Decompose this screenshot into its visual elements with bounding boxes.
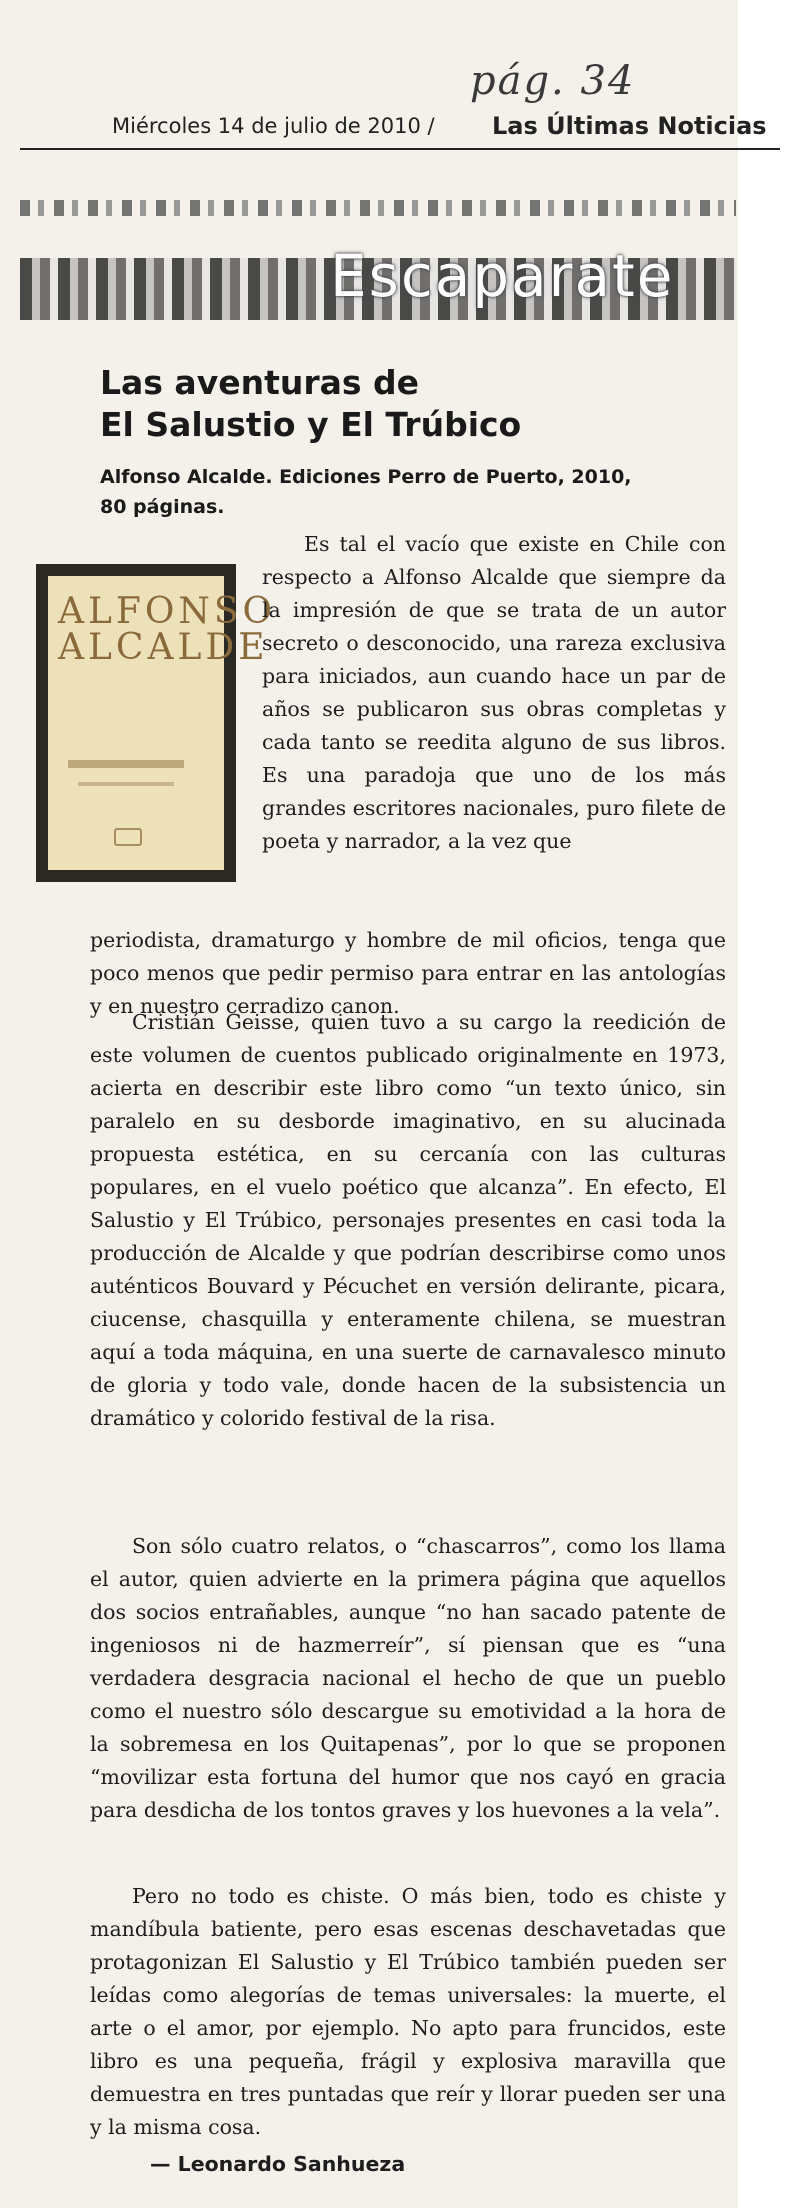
- article-paragraph-intro: Es tal el vacío que existe en Chile con respecto a Alfonso Alcalde que siempre da la impresión de que se trata de un autor secreto o desconocido, una rareza exclusiva para iniciados, aun cuando hace un par de años se publicaron sus obras completas y cada tanto se reedita alguno de sus libros. Es una paradoja que uno de los más grandes escritores nacionales, puro filete de poeta y narrador, a la vez que: [262, 532, 726, 853]
- section-title: Escaparate: [330, 242, 675, 310]
- article-book-details: [100, 462, 720, 522]
- book-cover-author: ALFONSO ALCALDE: [58, 591, 277, 668]
- book-cover-image: [36, 564, 277, 882]
- article-title: [100, 362, 720, 446]
- book-details-line: Alfonso Alcalde. Ediciones Perro de Puerto, 2010,: [100, 466, 632, 488]
- article-paragraph: Cristián Geisse, quien tuvo a su cargo la reedición de este volumen de cuentos publicado originalmente en 1973, acierta en describir este libro como “un texto único, sin paralelo en su desborde imaginativo, en su alucinada propuesta estética, en su cercanía con las culturas populares, en el vuelo poético que alcanza”. En efecto, El Salustio y El Trúbico, personajes presentes en casi toda la producción de Alcalde y que podrían describirse como unos auténticos Bouvard y Pécuchet en versión delirante, picara, ciucense, chasquilla y enteramente chilena, se muestran aquí a toda máquina, en una suerte de carnavalesco minuto de gloria y todo vale, donde hacen de la subsistencia un dramático y colorido festival de la risa.: [90, 1010, 726, 1430]
- newspaper-name: Las Últimas Noticias: [492, 112, 767, 140]
- article-paragraph-continued: periodista, dramaturgo y hombre de mil oficios, tenga que poco menos que pedir permiso para entrar en las antologías y en nuestro cerradizo canon.: [90, 928, 726, 1018]
- article-title-line: El Salustio y El Trúbico: [100, 405, 522, 444]
- article-title-line: Las aventuras de: [100, 363, 420, 402]
- article-paragraph: Pero no todo es chiste. O más bien, todo es chiste y mandíbula batiente, pero esas escenas deschavetadas que protagonizan El Salustio y El Trúbico también pueden ser leídas como alegorías de temas universales: la muerte, el arte o el amor, por ejemplo. No apto para fruncidos, este libro es una pequeña, frágil y explosiva maravilla que demuestra en tres puntadas que reír y llorar pueden ser una y la misma cosa.: [90, 1884, 726, 2139]
- header-date: Miércoles 14 de julio de 2010 /: [112, 114, 435, 138]
- book-cover-bar: [68, 760, 184, 768]
- article-signature: — Leonardo Sanhueza: [150, 2152, 406, 2176]
- publisher-logo-icon: [114, 828, 142, 846]
- article-paragraph: Son sólo cuatro relatos, o “chascarros”, como los llama el autor, quien advierte en la primera página que aquellos dos socios entrañables, aunque “no han sacado patente de ingeniosos ni de hazmerreír”, sí piensan que es “una verdadera desgracia nacional el hecho de que un pueblo como el nuestro sólo descargue su emotividad a la hora de la sobremesa en los Quitapenas”, por lo que se proponen “movilizar esta fortuna del humor que nos cayó en gracia para desdicha de los tontos graves y los huevones a la vela”.: [90, 1534, 726, 1822]
- book-cover-panel: [48, 576, 277, 870]
- decorative-dotted-rule: [20, 200, 736, 216]
- handwritten-page-note: pág. 34: [470, 58, 636, 104]
- book-details-line: 80 páginas.: [100, 496, 225, 518]
- book-cover-rule: [78, 782, 174, 786]
- page-margin: [738, 0, 800, 2208]
- newspaper-header: [20, 108, 780, 150]
